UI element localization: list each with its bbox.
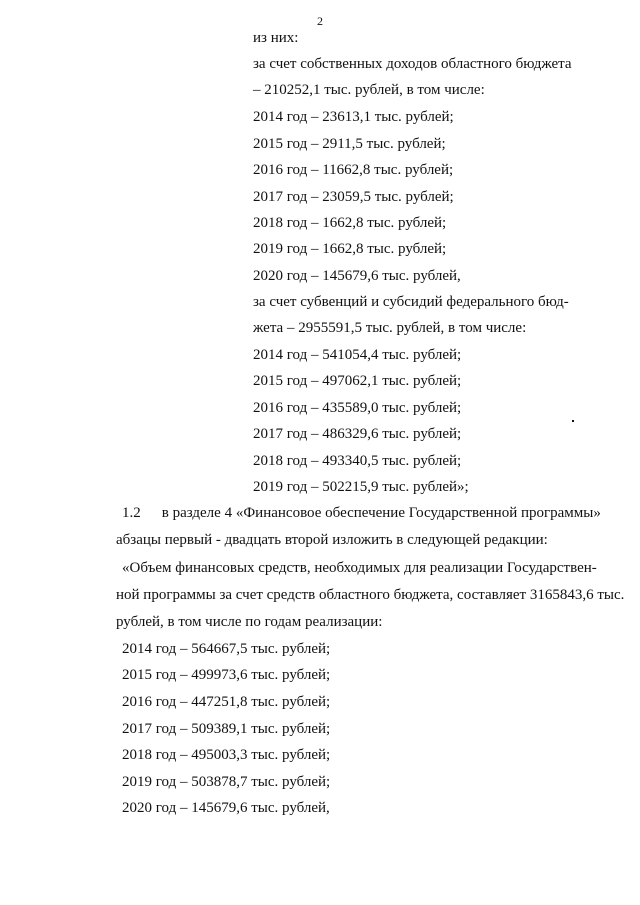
text-line: за счет собственных доходов областного бюджета	[253, 56, 572, 72]
text-line: жета – 2955591,5 тыс. рублей, в том числе:	[253, 320, 527, 336]
text-line: 2019 год – 1662,8 тыс. рублей;	[253, 241, 447, 257]
text-line: 2019 год – 503878,7 тыс. рублей;	[122, 774, 331, 790]
text-line: абзацы первый - двадцать второй изложить в следующей редакции:	[116, 532, 548, 548]
text-line: за счет субвенций и субсидий федерального бюд-	[253, 294, 569, 310]
text-line: из них:	[253, 30, 299, 46]
text-line: 2018 год – 495003,3 тыс. рублей;	[122, 747, 331, 763]
text-line: 2019 год – 502215,9 тыс. рублей»;	[253, 479, 469, 495]
text-line: 2015 год – 497062,1 тыс. рублей;	[253, 373, 462, 389]
text-line: – 210252,1 тыс. рублей, в том числе:	[253, 82, 485, 98]
text-line: 2015 год – 499973,6 тыс. рублей;	[122, 667, 331, 683]
item-text: в разделе 4 «Финансовое обеспечение Государственной программы»	[161, 505, 601, 521]
text-line: 2015 год – 2911,5 тыс. рублей;	[253, 136, 446, 152]
text-line: 2017 год – 509389,1 тыс. рублей;	[122, 721, 331, 737]
text-line: 2020 год – 145679,6 тыс. рублей,	[253, 268, 461, 284]
text-line: 2017 год – 486329,6 тыс. рублей;	[253, 426, 462, 442]
stray-mark	[572, 420, 574, 422]
text-line: 2014 год – 564667,5 тыс. рублей;	[122, 641, 331, 657]
text-line: 2020 год – 145679,6 тыс. рублей,	[122, 800, 330, 816]
text-line: 2016 год – 447251,8 тыс. рублей;	[122, 694, 331, 710]
text-line: ной программы за счет средств областного бюджета, составляет 3165843,6 тыс.	[116, 587, 625, 603]
page-number: 2	[317, 14, 323, 28]
text-line: «Объем финансовых средств, необходимых для реализации Государствен-	[122, 560, 597, 576]
text-line: 2018 год – 493340,5 тыс. рублей;	[253, 453, 462, 469]
text-line: 2014 год – 23613,1 тыс. рублей;	[253, 109, 454, 125]
item-1-2	[122, 505, 601, 522]
text-line: 2016 год – 11662,8 тыс. рублей;	[253, 162, 454, 178]
text-line: 2017 год – 23059,5 тыс. рублей;	[253, 189, 454, 205]
text-line: 2018 год – 1662,8 тыс. рублей;	[253, 215, 447, 231]
text-line: рублей, в том числе по годам реализации:	[116, 614, 383, 630]
text-line: 2016 год – 435589,0 тыс. рублей;	[253, 400, 462, 416]
item-number: 1.2	[122, 505, 141, 521]
text-line: 2014 год – 541054,4 тыс. рублей;	[253, 347, 462, 363]
